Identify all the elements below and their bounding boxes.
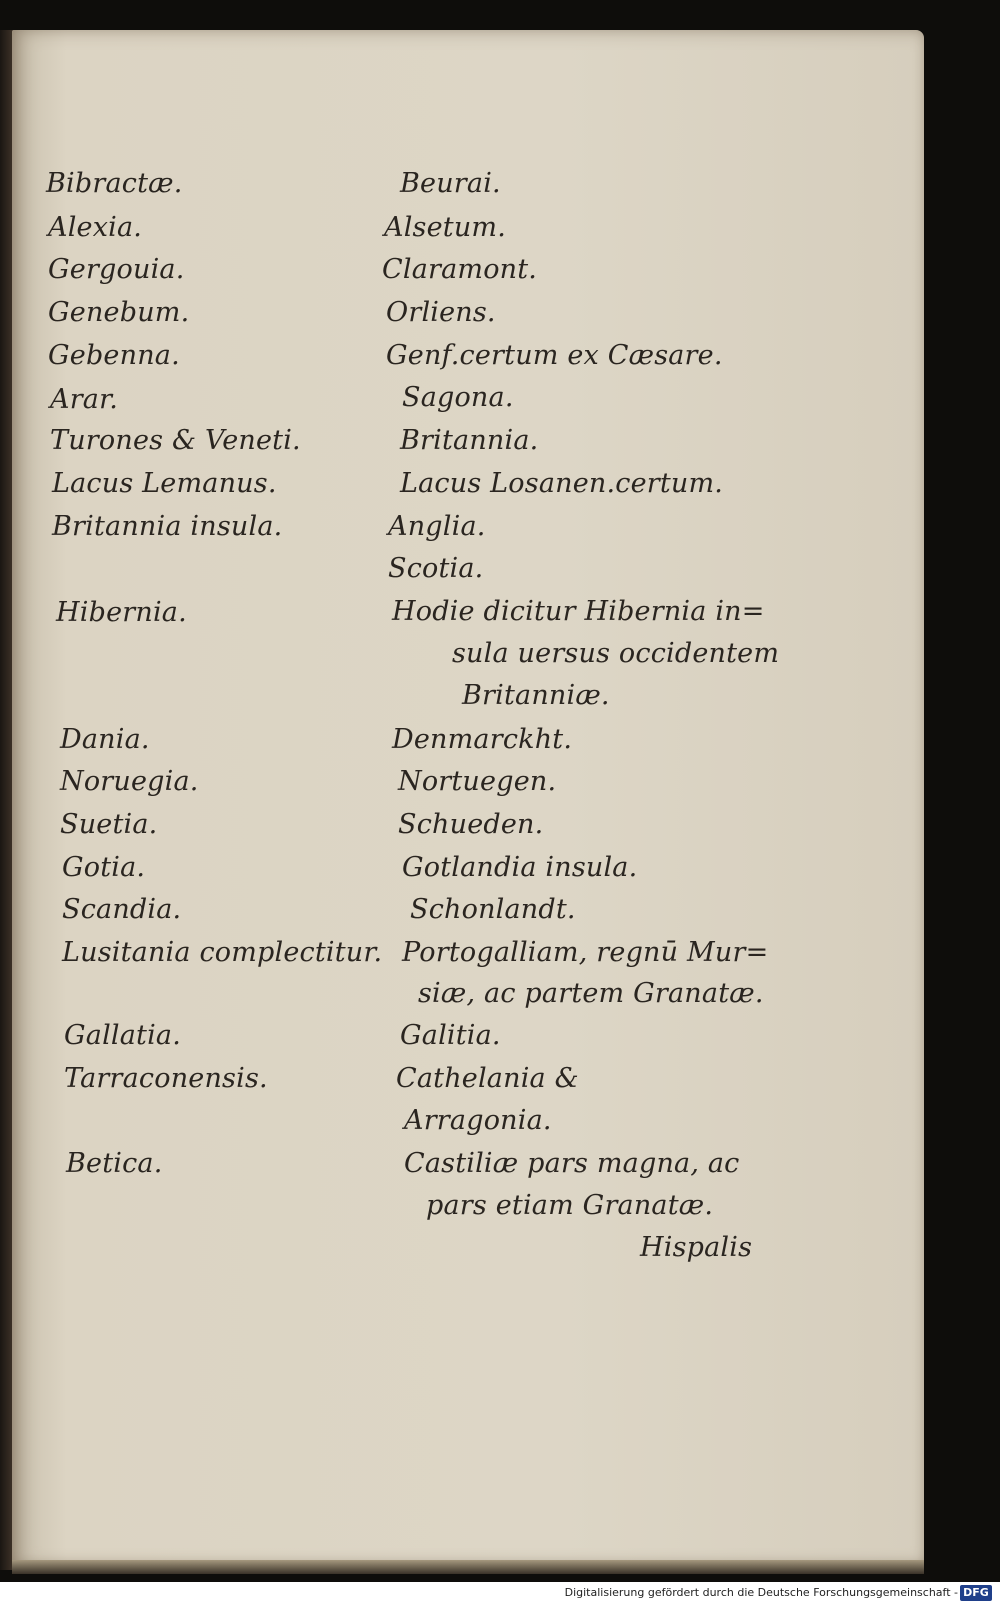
left-entry: Bibractæ.: [46, 168, 183, 199]
left-entry: Gotia.: [62, 852, 146, 883]
dfg-logo-icon[interactable]: DFG: [960, 1585, 992, 1601]
right-entry-continuation: Britanniæ.: [462, 680, 610, 711]
left-entry: Lacus Lemanus.: [52, 468, 277, 499]
footer-credit: Digitalisierung gefördert durch die Deutsche Forschungsgemeinschaft -: [564, 1586, 958, 1599]
right-entry: Hodie dicitur Hibernia in=: [392, 596, 765, 627]
right-entry: Denmarckht.: [392, 724, 573, 755]
left-entry: Britannia insula.: [52, 511, 283, 542]
left-entry: Lusitania complectitur.: [62, 937, 383, 968]
right-entry: Beurai.: [400, 168, 501, 199]
right-entry: Portogalliam, regnū Mur=: [402, 937, 769, 968]
left-entry: Gallatia.: [64, 1020, 181, 1051]
footer-bar: [0, 1582, 1000, 1607]
left-entry: Alexia.: [48, 212, 143, 243]
right-entry: Genf.certum ex Cæsare.: [386, 340, 723, 371]
right-entry: Schonlandt.: [410, 894, 576, 925]
left-entry: Betica.: [66, 1148, 163, 1179]
right-entry-continuation: Arragonia.: [404, 1105, 552, 1136]
right-entry: Cathelania &: [396, 1063, 579, 1094]
left-entry: Genebum.: [48, 297, 190, 328]
left-entry: Suetia.: [60, 809, 158, 840]
right-entry-continuation: pars etiam Granatæ.: [426, 1190, 714, 1221]
right-entry: Alsetum.: [384, 212, 506, 243]
right-entry: Nortuegen.: [398, 766, 557, 797]
left-entry: Gergouia.: [48, 254, 185, 285]
right-entry: Castiliæ pars magna, ac: [404, 1148, 740, 1179]
left-entry: Noruegia.: [60, 766, 199, 797]
right-entry: Claramont.: [382, 254, 538, 285]
left-entry: Scandia.: [62, 894, 182, 925]
left-entry: Dania.: [60, 724, 150, 755]
right-entry: Gotlandia insula.: [402, 852, 638, 883]
right-entry: Sagona.: [402, 382, 514, 413]
right-entry: Scotia.: [388, 553, 484, 584]
right-entry: Orliens.: [386, 297, 496, 328]
left-entry: Gebenna.: [48, 340, 180, 371]
catchword: Hispalis: [640, 1232, 753, 1263]
left-entry: Arar.: [50, 384, 119, 415]
right-entry: Britannia.: [400, 425, 539, 456]
right-entry-continuation: siæ, ac partem Granatæ.: [418, 978, 764, 1009]
right-entry: Schueden.: [398, 809, 544, 840]
right-entry: Lacus Losanen.certum.: [400, 468, 724, 499]
page-edge: [12, 1560, 924, 1574]
left-entry: Turones & Veneti.: [50, 425, 301, 456]
right-entry: Galitia.: [400, 1020, 501, 1051]
left-entry: Tarraconensis.: [64, 1063, 268, 1094]
right-entry-continuation: sula uersus occidentem: [452, 638, 780, 669]
right-entry: Anglia.: [388, 511, 486, 542]
left-entry: Hibernia.: [56, 597, 187, 628]
